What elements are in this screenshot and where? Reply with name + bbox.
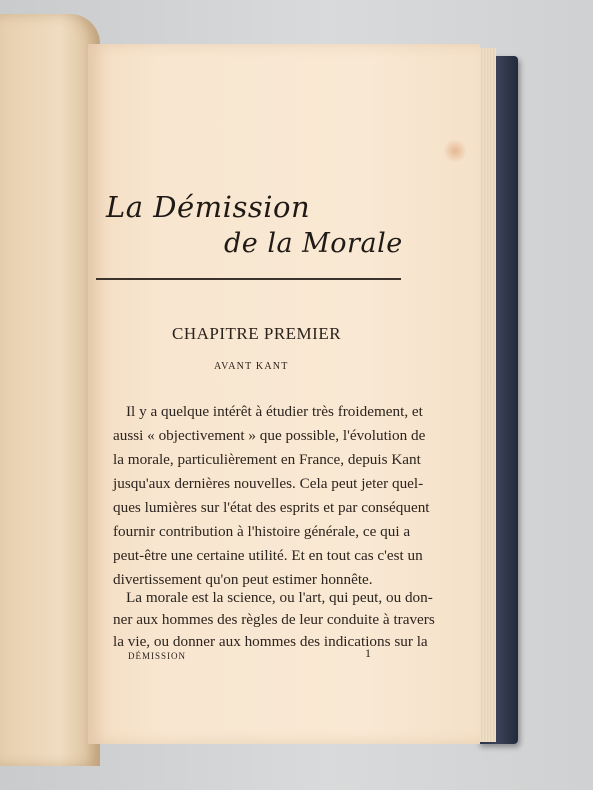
title-rule bbox=[96, 278, 401, 280]
body-line: aussi « objectivement » que possible, l'évolution de bbox=[113, 427, 426, 444]
body-line: jusqu'aux dernières nouvelles. Cela peut jeter quel- bbox=[113, 475, 424, 492]
body-line: la vie, ou donner aux hommes des indications sur la bbox=[113, 633, 428, 650]
foxing-stain bbox=[442, 140, 468, 162]
chapter-heading: CHAPITRE PREMIER bbox=[172, 324, 342, 343]
title-line-2: de la Morale bbox=[224, 228, 403, 259]
signature-mark: DÉMISSION bbox=[128, 651, 187, 661]
body-line: ques lumières sur l'état des esprits et par conséquent bbox=[113, 499, 430, 516]
page-number: 1 bbox=[365, 646, 371, 660]
body-line: la morale, particulièrement en France, depuis Kant bbox=[113, 451, 421, 468]
body-line: fournir contribution à l'histoire générale, ce qui a bbox=[113, 523, 411, 540]
title-line-1: La Démission bbox=[106, 190, 311, 224]
body-line: La morale est la science, ou l'art, qui peut, ou don- bbox=[126, 589, 433, 606]
body-line: ner aux hommes des règles de leur conduite à travers bbox=[113, 611, 435, 628]
body-line: peut-être une certaine utilité. Et en tout cas c'est un bbox=[113, 547, 423, 564]
body-line: divertissement qu'on peut estimer honnête. bbox=[113, 571, 373, 588]
body-line: Il y a quelque intérêt à étudier très froidement, et bbox=[126, 403, 423, 420]
left-page bbox=[0, 14, 100, 766]
chapter-subheading: AVANT KANT bbox=[214, 361, 289, 372]
